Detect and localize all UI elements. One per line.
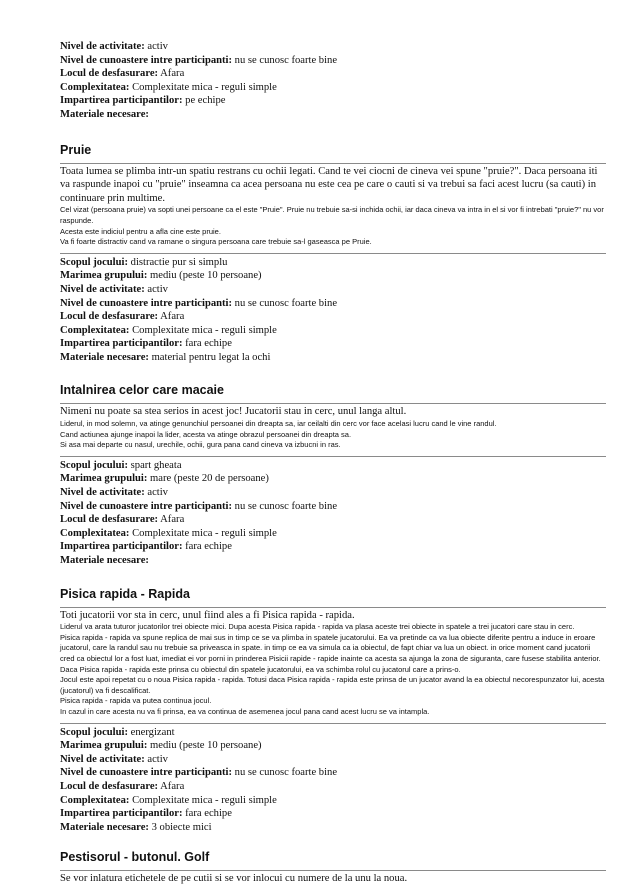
section-note: In cazul in care acesta nu va fi prinsa, ea va continua de asemenea jocul pana cand acest lucru se va intampla. [60,706,430,716]
info-block [60,457,606,568]
info-line [60,513,606,527]
info-line [60,807,606,821]
game-section-pisica-rapida [60,587,606,835]
info-label: Locul de desfasurare: [60,780,159,792]
info-line [60,81,606,95]
game-section-pruie [60,143,606,365]
section-note: Cel vizat (persoana pruie) va sopti unei persoane ca el este "Pruie". Pruie nu trebuie sa-si inchida ochii, iar daca cineva va intra in el si vor fi intrebati "pruie?" nu vor raspunde. [60,205,604,225]
info-line [60,108,606,122]
info-value: fara echipe [182,808,232,820]
info-label: Nivel de cunoastere intre participanti: [60,297,233,309]
section-note: Liderul, in mod solemn, va atinge genunchiul persoanei din dreapta sa, iar ceilalti din cerc vor face acelasi lucru cand le vine randul. [60,419,497,429]
info-value: Complexitate mica - reguli simple [129,324,277,336]
info-value: mediu (peste 10 persoane) [147,740,262,752]
info-label: Nivel de cunoastere intre participanti: [60,500,233,512]
info-block-previous [60,40,606,122]
info-label: Impartirea participantilor: [60,338,183,350]
info-value: nu se cunosc foarte bine [232,54,338,66]
info-value: 3 obiecte mici [148,821,212,833]
section-title: Pestisorul - butonul. Golf [60,850,210,865]
info-label: Marimea grupului: [60,270,148,282]
section-intro: Nimeni nu poate sa stea serios in acest joc! Jucatorii stau in cerc, unul langa altul. [60,406,407,418]
info-block [60,724,606,835]
game-section-pestisorul [60,850,606,886]
info-line [60,753,606,767]
info-label: Nivel de cunoastere intre participanti: [60,767,233,779]
game-section-macaie [60,383,606,567]
section-intro: Toti jucatorii vor sta in cerc, unul fiind ales a fi Pisica rapida - rapida. [60,609,355,621]
info-line [60,821,606,835]
info-label: Scopul jocului: [60,726,128,738]
info-label: Materiale necesare: [60,555,149,566]
info-line [60,726,606,740]
info-label: Complexitatea: [60,527,130,539]
info-line [60,283,606,297]
info-label: Nivel de cunoastere intre participanti: [60,54,233,66]
info-line [60,540,606,554]
info-line [60,500,606,514]
info-value: activ [144,41,168,52]
info-label: Impartirea participantilor: [60,541,183,553]
info-block [60,254,606,365]
section-note: Cand actiunea ajunge inapoi la lider, acesta va atinge obrazul persoanei din dreapta sa. [60,429,352,439]
info-value: activ [144,487,168,499]
info-value: Complexitate mica - reguli simple [129,527,277,539]
info-line [60,297,606,311]
info-value: activ [144,753,168,765]
info-value: spart gheata [128,459,182,471]
info-line [60,54,606,68]
info-value: fara echipe [182,541,232,553]
info-value: energizant [128,726,175,738]
info-label: Complexitatea: [60,324,130,336]
section-intro: Toata lumea se plimba intr-un spatiu restrans cu ochii legati. Cand te vei ciocni de cineva vei spune "pruie?". Daca persoana iti va raspunde inapoi cu "pruie" inseamna ca acea persoana nu este cea pe care o cauti si va trebui sa faci acest lucru (sa cauti) in continuare prin multime. [60,165,598,204]
info-line [60,780,606,794]
info-label: Nivel de activitate: [60,487,145,499]
info-line [60,766,606,780]
section-note: Si asa mai departe cu nasul, urechile, ochii, gura pana cand cineva va izbucni in ras. [60,440,341,450]
info-value: Afara [158,780,185,792]
content-column [60,40,606,886]
section-intro: Se vor inlatura etichetele de pe cutii si se vor inlocui cu numere de la unu la noua. [60,873,408,885]
section-note: Acesta este indiciul pentru a afla cine este pruie. [60,226,221,236]
info-label: Nivel de activitate: [60,41,145,52]
info-value: Afara [158,514,185,526]
section-note: Va fi foarte distractiv cand va ramane o singura persoana care trebuie sa-l gaseasca pe Pruie. [60,237,372,247]
section-note: Pisica rapida - rapida va putea continua jocul. [60,696,212,706]
info-label: Locul de desfasurare: [60,311,159,323]
info-label: Impartirea participantilor: [60,808,183,820]
info-line [60,459,606,473]
section-title: Pruie [60,142,92,157]
info-label: Impartirea participantilor: [60,95,183,107]
info-line [60,40,606,54]
info-label: Locul de desfasurare: [60,514,159,526]
section-note: Pisica rapida - rapida va spune replica de mai sus in timp ce se va plimba in spatele jucatorului. Ea va pretinde ca va lua obiecte diferite pentru a induce in eroare jucatorul, care la randul sau nu trebuie sa priveasca in spate. in timp ce ea va simula ca ia obiectul, de fapt chiar va lua un obiect. in orice moment cand jucatorii cred ca obiectul lor a fost luat, imediat ei vor porni in prinderea Pisicii rapide - rapide inainte ca acesta sa ajunga la zona de siguranta, care fusese stabilita anterior. [60,632,601,663]
info-value: pe echipe [182,95,226,107]
info-value: fara echipe [182,338,232,350]
info-line [60,739,606,753]
info-line [60,324,606,338]
info-value: nu se cunosc foarte bine [232,297,338,309]
section-title: Pisica rapida - Rapida [60,586,190,601]
info-value: Afara [158,68,185,80]
info-label: Materiale necesare: [60,821,149,833]
info-value: Complexitate mica - reguli simple [129,81,277,93]
info-label: Complexitatea: [60,794,130,806]
info-line [60,310,606,324]
info-line [60,527,606,541]
info-label: Complexitatea: [60,81,130,93]
info-value: activ [144,283,168,295]
section-note: Daca Pisica rapida - rapida este prinsa cu obiectul din spatele jucatorului, ea va schimba rolul cu jucatorul care a prins-o. [60,664,461,674]
info-value: distractie pur si simplu [128,256,228,268]
info-line [60,269,606,283]
info-label: Locul de desfasurare: [60,68,159,80]
info-value: mare (peste 20 de persoane) [147,473,269,485]
info-line [60,94,606,108]
info-value: nu se cunosc foarte bine [232,500,338,512]
info-label: Materiale necesare: [60,108,149,120]
info-line [60,794,606,808]
info-value: Complexitate mica - reguli simple [129,794,277,806]
info-line [60,351,606,365]
info-label: Marimea grupului: [60,473,148,485]
info-label: Nivel de activitate: [60,753,145,765]
info-label: Marimea grupului: [60,740,148,752]
info-value: mediu (peste 10 persoane) [147,270,262,282]
section-note: Jocul este apoi repetat cu o noua Pisica rapida - rapida. Totusi daca Pisica rapida - rapida este prinsa de un jucator avand la ea obiectul necorespunzator lui, acesta (jucatorul) va fi descalificat. [60,675,605,695]
info-label: Nivel de activitate: [60,283,145,295]
info-line [60,337,606,351]
info-value: Afara [158,311,185,323]
info-line [60,67,606,81]
info-label: Scopul jocului: [60,256,128,268]
info-value: material pentru legat la ochi [148,351,271,363]
info-line [60,554,606,568]
info-value: nu se cunosc foarte bine [232,767,338,779]
info-line [60,486,606,500]
section-title: Intalnirea celor care macaie [60,383,224,398]
section-note: Liderul va arata tuturor jucatorilor trei obiecte mici. Dupa acesta Pisica rapida - rapida va plasa aceste trei obiecte in spatele a trei jucatori care stau in cerc. [60,622,575,632]
info-line [60,472,606,486]
info-label: Materiale necesare: [60,351,149,363]
info-label: Scopul jocului: [60,459,128,471]
info-line [60,256,606,270]
